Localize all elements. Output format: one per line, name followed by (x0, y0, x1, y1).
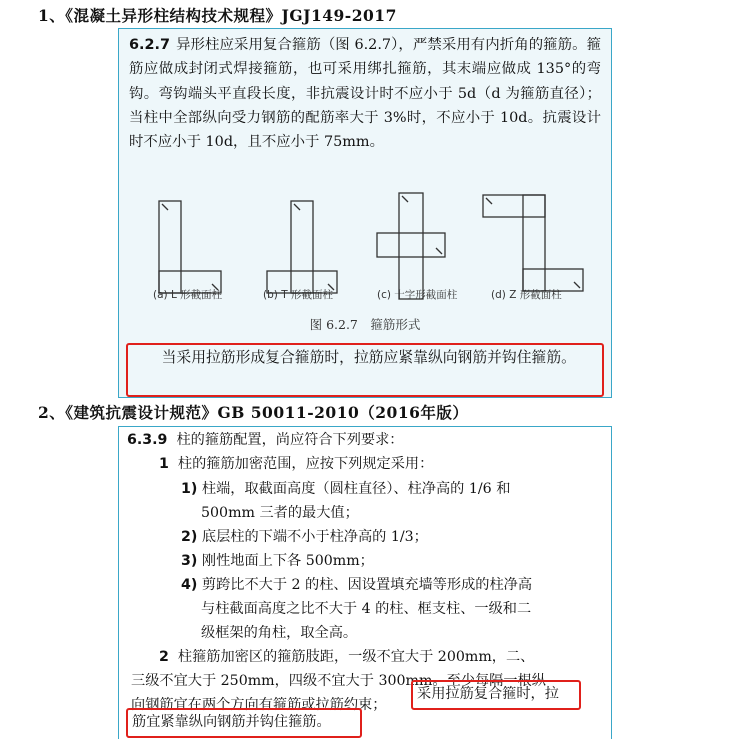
figure-label-a: (a) L 形截面柱 (153, 289, 223, 301)
line-text: 剪跨比不大于 2 的柱、因设置填充墙等形成的柱净高 (201, 577, 533, 593)
l-shape-stirrup-figure (159, 201, 221, 293)
line-text: 柱的箍筋加密范围，应按下列规定采用： (177, 456, 434, 472)
highlight-box-tie-end (126, 708, 362, 738)
item-number: 2 (159, 649, 169, 665)
sub-item-1-cont: 500mm 三者的最大值； (201, 505, 359, 521)
item-2-cont-1: 三级不宜大于 250mm，四级不宜大于 300mm。至少每隔一根纵 (131, 673, 546, 689)
item-number: 1 (159, 456, 169, 472)
sub-item-4-cont-2: 级框架的角柱，取全高。 (201, 625, 358, 641)
excerpt-panel-gb50011 (118, 426, 612, 739)
line-text: 柱的箍筋配置，尚应符合下列要求： (176, 432, 404, 448)
clause-6-2-7 (129, 33, 601, 154)
line-text: 刚性地面上下各 500mm； (201, 553, 374, 569)
t-shape-stirrup-figure (267, 201, 337, 293)
sub-item-4-line (181, 573, 532, 597)
highlight-note-text: 当采用拉筋形成复合箍筋时，拉筋应紧靠纵向钢筋并钩住箍筋。 (161, 349, 576, 366)
figure-caption: 图 6.2.7 箍筋形式 (309, 317, 421, 332)
clause-number: 6.3.9 (127, 432, 168, 448)
sub-item-number: 2) (181, 529, 198, 545)
highlight-text-b: 筋宜紧靠纵向钢筋并钩住箍筋。 (132, 714, 331, 730)
clause-6-3-9-line (127, 428, 403, 452)
line-text: 底层柱的下端不小于柱净高的 1/3； (201, 529, 428, 545)
excerpt-panel-jgj149 (118, 28, 612, 398)
sub-item-number: 1) (181, 481, 198, 497)
clause-number: 6.2.7 (129, 37, 170, 53)
item-2-line (159, 645, 534, 669)
item-2-cont-2: 向钢筋宜在两个方向有箍筋或拉筋约束； (131, 697, 387, 713)
sub-item-2-line (181, 525, 428, 549)
figure-label-c: (c) 十字形截面柱 (377, 289, 458, 301)
heading-gb50011: 2、《建筑抗震设计规范》GB 50011-2010（2016年版） (38, 403, 469, 422)
sub-item-number: 4) (181, 577, 198, 593)
figure-label-b: (b) T 形截面柱 (263, 289, 333, 301)
highlight-box-tie-start (411, 680, 581, 710)
line-text: 柱箍筋加密区的箍筋肢距，一级不宜大于 200mm，二、 (177, 649, 535, 665)
sub-item-3-line (181, 549, 374, 573)
highlight-text-a: 采用拉筋复合箍时，拉 (417, 686, 559, 702)
sub-item-4-cont-1: 与柱截面高度之比不大于 4 的柱、框支柱、一级和二 (201, 601, 532, 617)
highlight-box-note (126, 343, 604, 397)
sub-item-number: 3) (181, 553, 198, 569)
heading-jgj149: 1、《混凝土异形柱结构技术规程》JGJ149-2017 (38, 6, 397, 25)
figure-label-d: (d) Z 形截面柱 (491, 289, 562, 301)
line-text: 柱端，取截面高度（圆柱直径）、柱净高的 1/6 和 (201, 481, 511, 497)
z-shape-stirrup-figure (483, 195, 583, 291)
cross-shape-stirrup-figure (377, 193, 445, 299)
item-1-line (159, 452, 433, 476)
sub-item-1-line (181, 477, 510, 501)
clause-text: 异形柱应采用复合箍筋（图 6.2.7），严禁采用有内折角的箍筋。箍筋应做成封闭式焊接箍筋，也可采用绑扎箍筋，其末端应做成 135°的弯钩。弯钩端头平直段长度，非抗震设计时不应小于 5d（d 为箍筋直径）；当柱中全部纵向受力钢筋的配筋率大于 3%时，不应小于 10d。抗震设计时不应小于 10d，且不应小于 75mm。 (129, 37, 601, 151)
